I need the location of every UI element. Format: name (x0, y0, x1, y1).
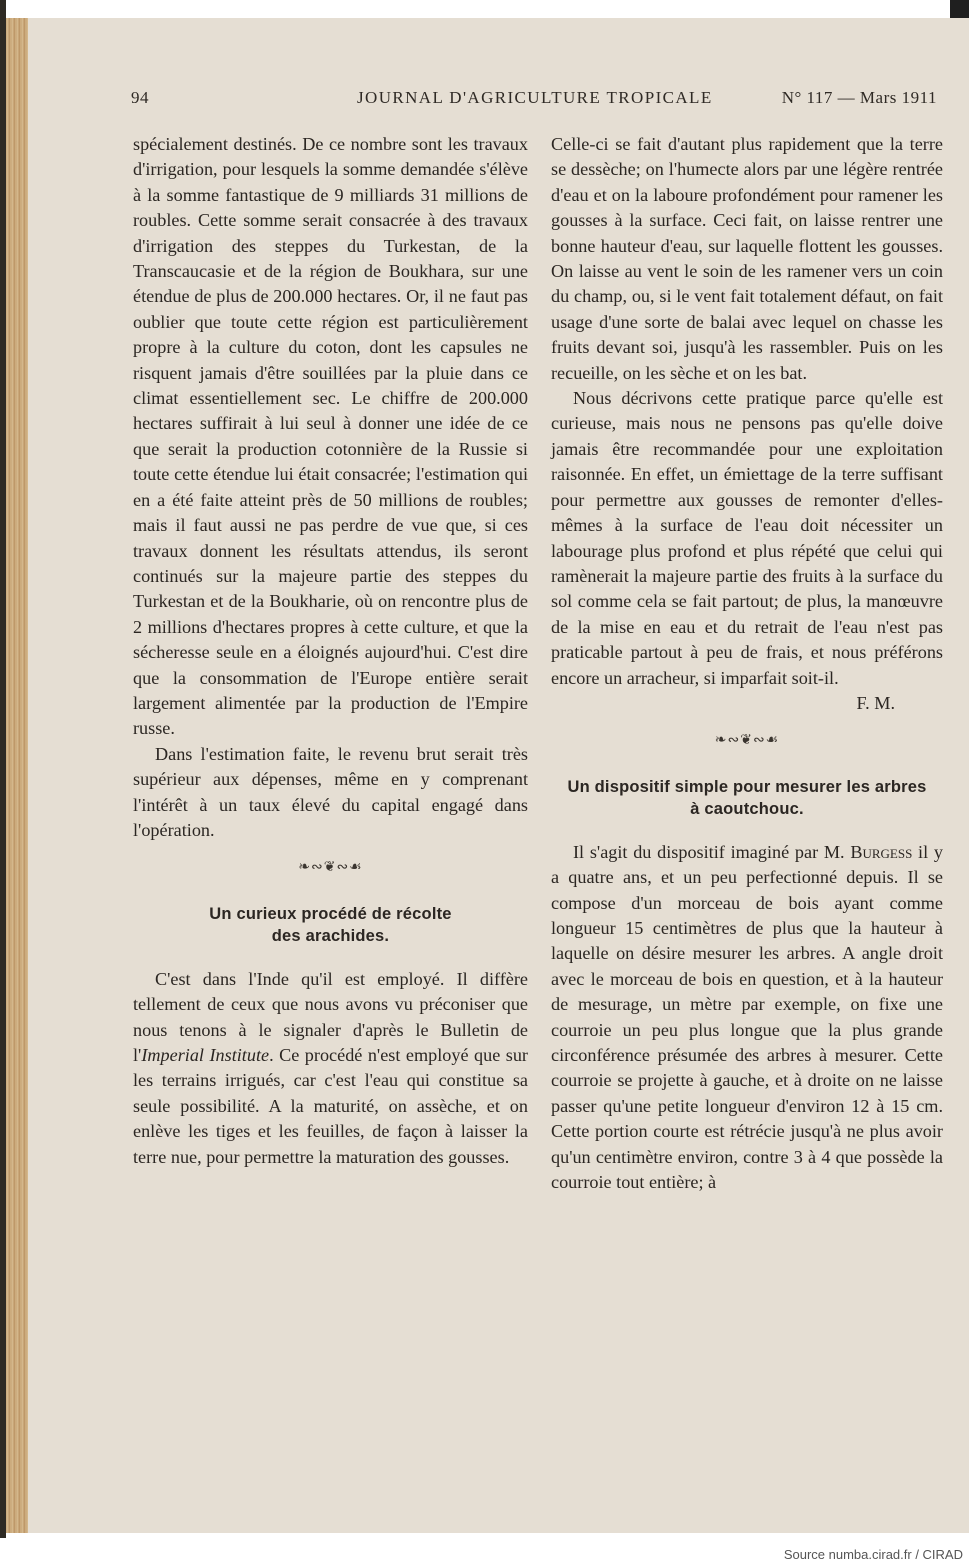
title-line-2: à caoutchouc. (690, 799, 804, 818)
page-number: 94 (131, 88, 149, 107)
publication-name: Imperial Institute (141, 1045, 270, 1065)
right-column (551, 132, 943, 1195)
right-paragraph-1: Celle-ci se fait d'autant plus rapidement que la terre se dessèche; on l'humecte alors par une légère rentrée d'eau et on la laboure profondément pour ramener les gousses à la surface. Ceci fait, on laisse rentrer une bonne hauteur d'eau, sur laquelle flottent les gousses. On laisse au vent le soin de les ramener vers un coin du champ, ou, si le vent fait totalement défaut, on fait usage d'une sorte de balai avec lequel on chasse les fruits devant soi, jusqu'à les rassembler. Puis on les recueille, on les sèche et on les bat. (551, 134, 943, 383)
scan-corner-bar (950, 0, 969, 18)
p3-text-after: . Ce procédé n'est employé que sur les terrains irrigués, car c'est l'eau qui constitue sa seule possibilité. A la maturité, on assèche, et on enlève les tiges et les feuilles, de façon à laisser la terre nue, pour permettre la maturation des gousses. (133, 1045, 528, 1167)
source-credit: Source numba.cirad.fr / CIRAD (783, 1547, 963, 1562)
book-page-edges (6, 18, 28, 1533)
ornament-divider: ❧∾❦∾☙ (298, 860, 363, 876)
running-header (131, 88, 937, 110)
issue-number: N° 117 — Mars 1911 (781, 88, 937, 107)
left-column (133, 132, 528, 1170)
article-title-arachides (133, 903, 528, 947)
title-line-1: Un dispositif simple pour mesurer les arbres (567, 777, 927, 796)
p3-text-before: C'est dans l'Inde qu'il est employé. Il diffère tellement de ceux que nous avons vu préconiser que nous tenons à le signaler d'après le Bulletin de l' (133, 968, 528, 1065)
left-paragraph-3 (133, 967, 528, 1170)
title-line-2: des arachides. (271, 926, 390, 945)
left-paragraph-1: spécialement destinés. De ce nombre sont les travaux d'irrigation, pour lesquels la somme demandée s'élève à la somme fantastique de 9 milliards 31 millions de roubles. Cette somme serait consacrée à des travaux d'irrigation des steppes du Turkestan, de la Transcaucasie et de la région de Boukhara, sur une étendue de plus de 200.000 hectares. Or, il ne faut pas oublier que toute cette région est particulièrement propre à la culture du coton, dont les capsules ne risquent jamais d'être souillées par la pluie dans ce climat essentiellement sec. Le chiffre de 200.000 hectares suffirait à lui seul à donner une idée de ce que serait la production cotonnière de la Russie si toute cette étendue lui était consacrée; l'estimation qui en a été faite atteint près de 50 millions de roubles; mais il faut aussi ne pas perdre de vue que, si ces travaux donnent les résultats attendus, ils seront continués sur la majeure partie des steppes du Turkestan et de la Boukharie, où on rencontre plus de 2 millions d'hectares propres à cette culture, et que la sécheresse seule en a éloignés aujourd'hui. C'est dire que la consommation de l'Europe entière serait largement alimentée par la production de l'Empire russe. (133, 134, 528, 739)
article-title-caoutchouc (551, 776, 943, 820)
p3-text-after: il y a quatre ans, et un peu perfectionné depuis. Il se compose d'un morceau de bois ayant comme longueur 15 centimètres de plus que la hauteur à laquelle on désire mesurer les arbres. A angle droit avec le morceau de bois en question, et à la hauteur de mesurage, un mètre par exemple, on fixe une courroie un peu plus longue que la plus grande circonférence présumée des arbres à mesurer. Cette courroie se projette à gauche, et à droite on ne laisse passer qu'une petite longueur d'environ 12 à 15 cm. Cette portion courte est rétrécie jusqu'à ne plus avoir qu'un centimètre environ, contre 3 à 4 que possède la courroie tout entière; à (551, 841, 943, 1193)
signature-line (551, 691, 943, 716)
scan-top-band (0, 0, 969, 18)
left-paragraph-2: Dans l'estimation faite, le revenu brut serait très supérieur aux dépenses, même en y comprenant l'intérêt à un taux élevé du capital engagé dans l'opération. (133, 743, 528, 840)
title-line-1: Un curieux procédé de récolte (209, 904, 452, 923)
right-paragraph-3 (551, 840, 943, 1196)
journal-title: JOURNAL D'AGRICULTURE TROPICALE (357, 88, 713, 107)
right-paragraph-2: Nous décrivons cette pratique parce qu'elle est curieuse, mais nous ne pensons pas qu'elle doive jamais être recommandée pour une exploitation raisonnée. En effet, un émiettage de la terre suffisant pour permettre aux gousses de remonter d'elles-mêmes à la surface de l'eau doit nécessiter un labourage plus profond et plus répété que celui qui ramènerait la majeure partie des fruits à la surface du sol comme cela se fait partout; de plus, la manœuvre de la mise en eau et du retrait de l'eau n'est pas praticable partout à peu de frais, et nous préférons encore un arracheur, si imparfait soit-il. (551, 388, 943, 688)
p3-text-before: Il s'agit du dispositif imaginé par M. (573, 841, 851, 862)
author-initials: F. M. (856, 692, 895, 713)
person-name: Burgess (850, 841, 913, 862)
ornament-divider-right: ❧∾❦∾☙ (714, 733, 780, 749)
